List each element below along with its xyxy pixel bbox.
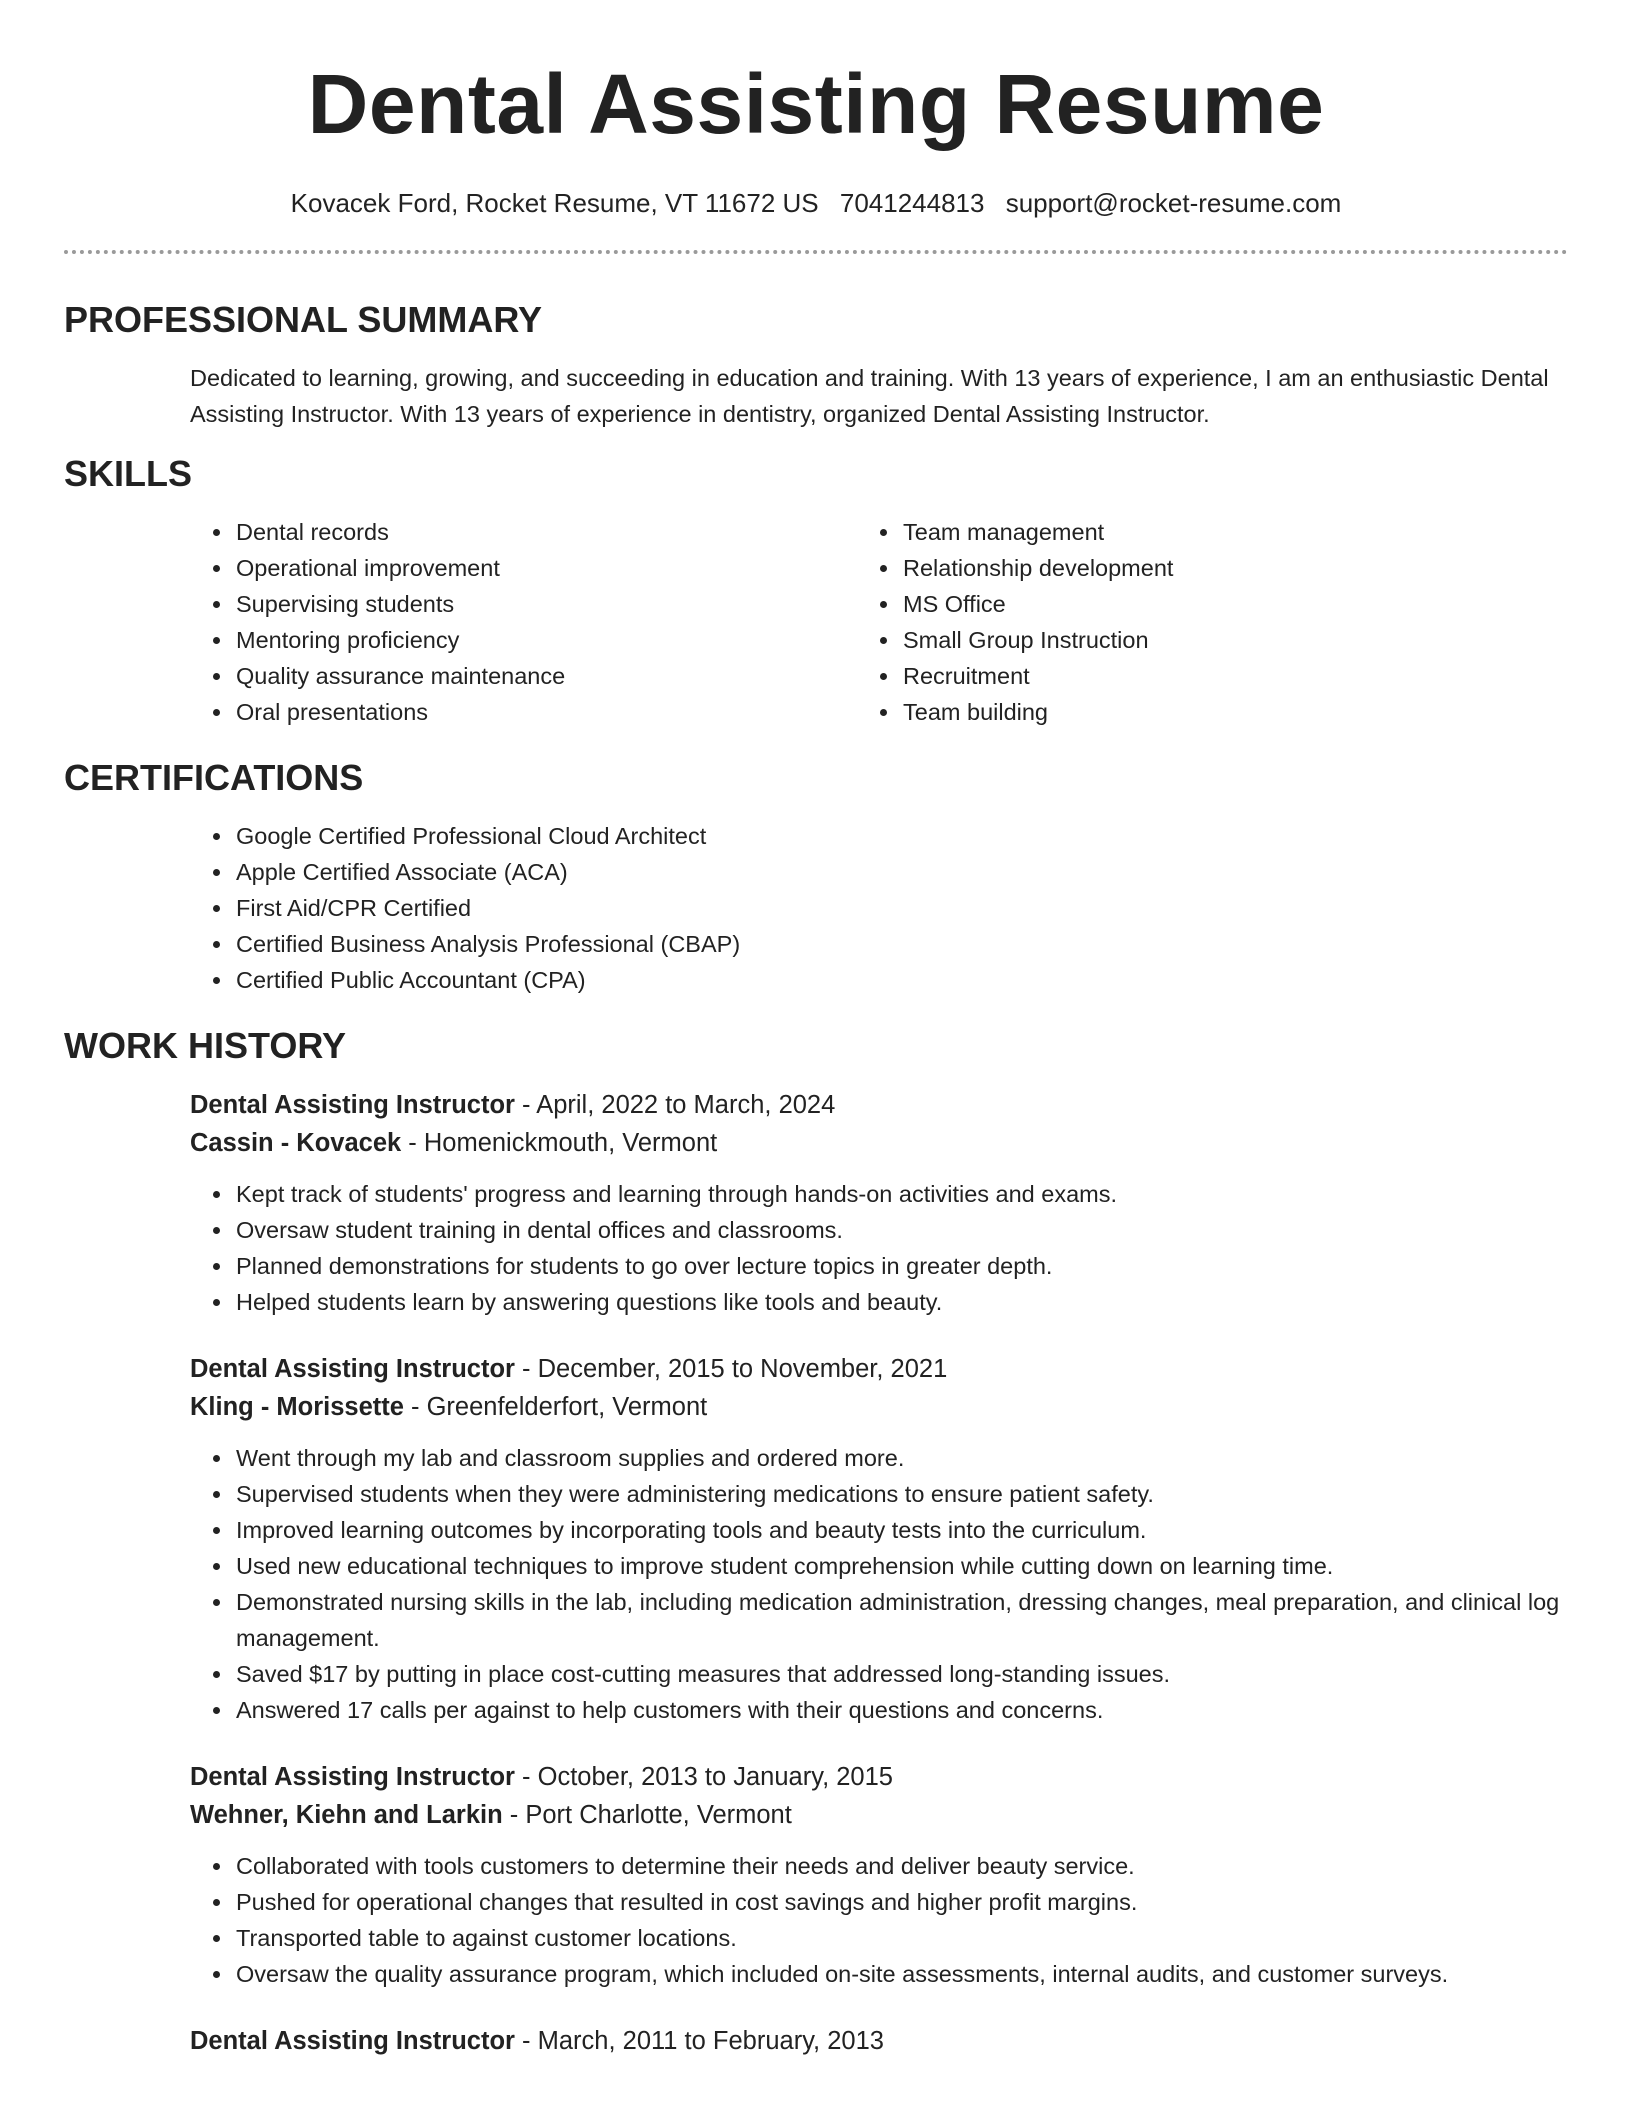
- job-title: Dental Assisting Instructor: [190, 1355, 515, 1383]
- work-history-heading: WORK HISTORY: [64, 1025, 347, 1066]
- skill-item: • Relationship development: [901, 550, 1568, 586]
- job-duty-item: • Oversaw the quality assurance program, which included on-site assessments, internal audits, and customer surveys.: [234, 1956, 1568, 1992]
- job-dates: - April, 2022 to March, 2024: [514, 1091, 836, 1119]
- certifications-section: [64, 756, 1568, 998]
- skill-item: • Supervising students: [234, 586, 901, 622]
- job-location: - Greenfelderfort, Vermont: [403, 1393, 708, 1421]
- skills-heading: SKILLS: [64, 453, 193, 494]
- job-entry: [190, 1350, 1568, 1728]
- job-duty-item: • Used new educational techniques to improve student comprehension while cutting down on learning time.: [234, 1548, 1568, 1584]
- job-duty-item: • Saved $17 by putting in place cost-cutting measures that addressed long-standing issues.: [234, 1656, 1568, 1692]
- job-company: Cassin - Kovacek: [190, 1129, 402, 1157]
- header-divider: [64, 250, 1568, 254]
- job-duty-item: • Pushed for operational changes that resulted in cost savings and higher profit margins.: [234, 1884, 1568, 1920]
- skill-item: • Mentoring proficiency: [234, 622, 901, 658]
- job-duty-item: • Planned demonstrations for students to go over lecture topics in greater depth.: [234, 1248, 1568, 1284]
- skill-item: • Team management: [901, 514, 1568, 550]
- job-duties-list: [190, 1176, 1568, 1320]
- job-entry: [190, 1086, 1568, 1320]
- job-location: - Homenickmouth, Vermont: [401, 1129, 718, 1157]
- certifications-heading: CERTIFICATIONS: [64, 757, 364, 798]
- job-entry: [190, 2022, 1568, 2060]
- job-duty-item: • Transported table to against customer locations.: [234, 1920, 1568, 1956]
- job-company: Kling - Morissette: [190, 1393, 404, 1421]
- job-duty-item: • Answered 17 calls per against to help customers with their questions and concerns.: [234, 1692, 1568, 1728]
- job-title-line: [190, 2022, 1568, 2060]
- job-duty-item: • Helped students learn by answering questions like tools and beauty.: [234, 1284, 1568, 1320]
- job-dates: - March, 2011 to February, 2013: [514, 2027, 884, 2055]
- job-duty-item: • Supervised students when they were administering medications to ensure patient safety.: [234, 1476, 1568, 1512]
- job-duty-item: • Went through my lab and classroom supplies and ordered more.: [234, 1440, 1568, 1476]
- job-title: Dental Assisting Instructor: [190, 1091, 515, 1119]
- job-duties-list: [190, 1848, 1568, 1992]
- skills-list-left: [64, 514, 901, 730]
- skills-columns: [64, 514, 1568, 730]
- contact-line: [64, 186, 1568, 220]
- job-duties-list: [190, 1440, 1568, 1728]
- contact-phone: 7041244813: [839, 188, 985, 218]
- certification-item: • Certified Business Analysis Professional (CBAP): [234, 926, 1568, 962]
- certifications-list: [64, 818, 1568, 998]
- skills-section: [64, 452, 1568, 730]
- contact-email: support@rocket-resume.com: [1005, 188, 1342, 218]
- job-title: Dental Assisting Instructor: [190, 2027, 515, 2055]
- skill-item: • Small Group Instruction: [901, 622, 1568, 658]
- summary-text: Dedicated to learning, growing, and succeeding in education and training. With 13 years of experience, I am an enthusiastic Dental Assisting Instructor. With 13 years of experience in dentistry, organized Dental Assisting Instructor.: [190, 365, 1549, 427]
- job-title-line: [190, 1086, 1568, 1124]
- skill-item: • Oral presentations: [234, 694, 901, 730]
- certification-item: • Google Certified Professional Cloud Architect: [234, 818, 1568, 854]
- skill-item: • Team building: [901, 694, 1568, 730]
- skill-item: • Quality assurance maintenance: [234, 658, 901, 694]
- work-history-section: [64, 1024, 1568, 2060]
- job-duty-item: • Improved learning outcomes by incorporating tools and beauty tests into the curriculum.: [234, 1512, 1568, 1548]
- job-duty-item: • Kept track of students' progress and learning through hands-on activities and exams.: [234, 1176, 1568, 1212]
- summary-heading: PROFESSIONAL SUMMARY: [64, 299, 543, 340]
- contact-address: Kovacek Ford, Rocket Resume, VT 11672 US: [290, 188, 819, 218]
- job-company-line: [190, 1796, 1568, 1834]
- job-duty-item: • Collaborated with tools customers to determine their needs and deliver beauty service.: [234, 1848, 1568, 1884]
- skill-item: • Recruitment: [901, 658, 1568, 694]
- summary-section: [64, 298, 1568, 432]
- certification-item: • First Aid/CPR Certified: [234, 890, 1568, 926]
- job-dates: - December, 2015 to November, 2021: [514, 1355, 948, 1383]
- skill-item: • MS Office: [901, 586, 1568, 622]
- job-title-line: [190, 1350, 1568, 1388]
- job-company-line: [190, 1388, 1568, 1426]
- job-location: - Port Charlotte, Vermont: [502, 1801, 792, 1829]
- job-title-line: [190, 1758, 1568, 1796]
- job-dates: - October, 2013 to January, 2015: [514, 1763, 893, 1791]
- job-title: Dental Assisting Instructor: [190, 1763, 515, 1791]
- job-duty-item: • Oversaw student training in dental offices and classrooms.: [234, 1212, 1568, 1248]
- skills-list-right: [901, 514, 1568, 730]
- certification-item: • Certified Public Accountant (CPA): [234, 962, 1568, 998]
- skill-item: • Operational improvement: [234, 550, 901, 586]
- certification-item: • Apple Certified Associate (ACA): [234, 854, 1568, 890]
- job-company: Wehner, Kiehn and Larkin: [190, 1801, 503, 1829]
- skill-item: • Dental records: [234, 514, 901, 550]
- resume-title: Dental Assisting Resume: [307, 57, 1325, 151]
- job-company-line: [190, 1124, 1568, 1162]
- job-entry: [190, 1758, 1568, 1992]
- job-duty-item: • Demonstrated nursing skills in the lab, including medication administration, dressing changes, meal preparation, and clinical log management.: [234, 1584, 1568, 1656]
